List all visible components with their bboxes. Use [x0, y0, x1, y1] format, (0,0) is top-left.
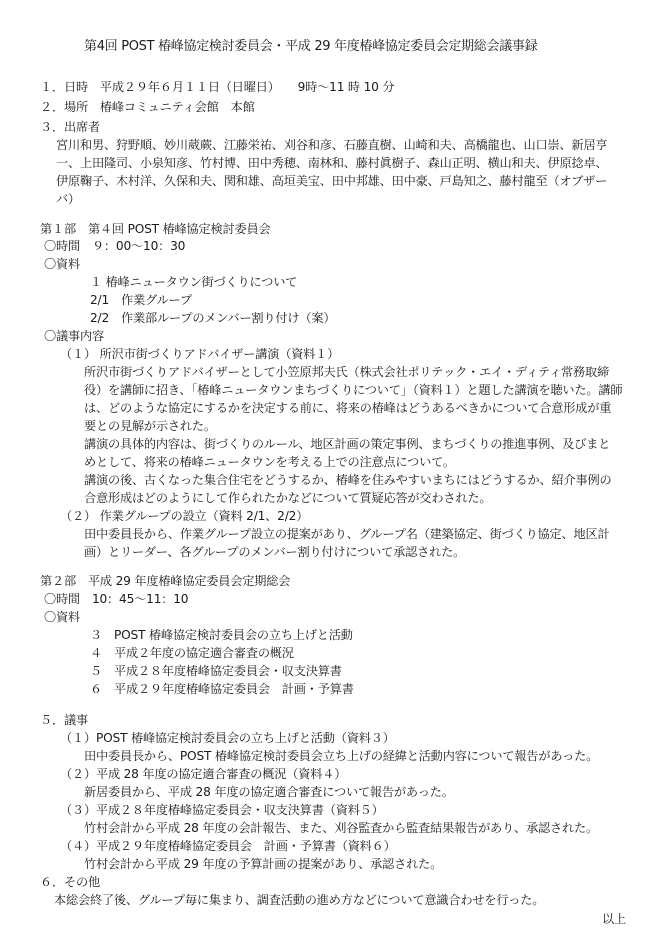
part1-time: 〇時間 ９：00～10：30	[44, 239, 186, 253]
part1-material-item: 2/2 作業部ループのメンバー割り付け（案）	[90, 311, 336, 325]
attendees-line: バ）	[56, 192, 80, 206]
part1-item1-line: は、どのような協定にするかを決定する前に、将来の椿峰はどうあるべきかについて合意形成が重	[84, 401, 612, 415]
part1-heading: 第１部 第４回 POST 椿峰協定検討委員会	[40, 222, 271, 236]
part2-material-item: ５ 平成２８年度椿峰協定委員会・収支決算書	[90, 664, 342, 678]
part2-heading: 第２部 平成 29 年度椿峰協定委員会定期総会	[40, 574, 291, 588]
part2-material-item: ４ 平成２年度の協定適合審査の概況	[90, 646, 294, 660]
part1-item1-line: めとして、将来の椿峰ニュータウンを考える上での注意点について。	[84, 455, 455, 469]
part1-item1-line: 講演の具体的内容は、街づくりのルール、地区計画の策定事例、まちづくりの推進事例、及びまと	[84, 437, 611, 451]
section5-item-heading: （１）POST 椿峰協定検討委員会の立ち上げと活動（資料３）	[60, 731, 395, 745]
closing-mark: 以上	[602, 912, 626, 926]
part2-material-item: ６ 平成２９年度椿峰協定委員会 計画・予算書	[90, 682, 354, 696]
part1-item1-line: 役）を講師に招き、「椿峰ニュータウンまちづくりについて」（資料１）と題した講演を聴いた。講師	[84, 383, 623, 397]
section5-item-text: 竹村会計から平成 28 年度の会計報告、また、刈谷監査から監査結果報告があり、承認された。	[84, 821, 598, 835]
part1-agenda-heading: 〇議事内容	[44, 329, 104, 343]
section5-heading: ５．議事	[40, 713, 88, 727]
section6-heading: ６．その他	[40, 875, 100, 889]
section5-item-text: 新居委員から、平成 28 年度の協定適合審査について報告があった。	[84, 785, 454, 799]
part1-materials-heading: 〇資料	[44, 257, 80, 271]
section5-item-heading: （２）平成 28 年度の協定適合審査の概況（資料４）	[60, 767, 347, 781]
part1-item1-line: 合意形成はどのようにして作られたかなどについて質疑応答が交わされた。	[84, 491, 492, 505]
part1-item2-line: 画）とリーダー、各グループのメンバー割り付けについて承認された。	[84, 545, 466, 559]
part1-item1-line: 講演の後、古くなった集合住宅をどうするか、椿峰を住みやすいまちにはどうするか、紹介事例の	[84, 473, 612, 487]
attendees-line: 宮川和男、狩野順、妙川葳蕨、江藤栄祐、刈谷和彦、石藤直樹、山崎和夫、高橋龍也、山口崇、新居亨	[56, 138, 608, 152]
section5-item-heading: （３）平成２８年度椿峰協定委員会・収支決算書（資料５）	[60, 803, 384, 817]
section5-item-text: 竹村会計から平成 29 年度の予算計画の提案があり、承認された。	[84, 857, 443, 871]
part1-item2-heading: （２） 作業グループの設立（資料 2/1、2/2）	[60, 509, 309, 523]
part1-item1-line: 所沢市街づくりアドバイザーとして小笠原邦夫氏（株式会社ポリテック・エイ・ディティ常務取締	[84, 365, 610, 379]
part2-materials-heading: 〇資料	[44, 610, 80, 624]
section5-item-text: 田中委員長から、POST 椿峰協定検討委員会立ち上げの経緯と活動内容について報告があった。	[84, 749, 599, 763]
attendees-line: 一、上田隆司、小泉知彦、竹村博、田中秀穂、南林和、藤村眞樹子、森山正明、横山和夫、伊原捻卓、	[56, 156, 608, 170]
place-line: ２．場所 椿峰コミュニティ会館 本館	[40, 100, 255, 114]
attendees-heading: ３．出席者	[40, 120, 100, 134]
part2-time: 〇時間 10：45～11：10	[44, 592, 189, 606]
part1-material-item: １ 椿峰ニュータウン街づくりについて	[90, 275, 298, 289]
attendees-line: 伊原鞠子、木村洋、久保和夫、関和雄、高垣美宝、田中邦雄、田中豪、戸島知之、藤村龍至（オブザー	[56, 174, 608, 188]
part1-item1-line: 要との見解が示された。	[84, 419, 216, 433]
part2-material-item: ３ POST 椿峰協定検討委員会の立ち上げと活動	[90, 628, 353, 642]
section6-text: 本総会終了後、グループ毎に集まり、調査活動の進め方などについて意識合わせを行った。	[54, 893, 545, 907]
part1-item2-line: 田中委員長から、作業グループ設立の提案があり、グループ名（建築協定、街づくり協定、地区計	[84, 527, 610, 541]
part1-material-item: 2/1 作業グループ	[90, 293, 192, 307]
part1-item1-heading: （１） 所沢市街づくりアドバイザー講演（資料１）	[60, 347, 340, 361]
document-title: 第4回 POST 椿峰協定検討委員会・平成 29 年度椿峰協定委員会定期総会議事録	[84, 39, 538, 54]
section5-item-heading: （４）平成２９年度椿峰協定委員会 計画・予算書（資料６）	[60, 839, 396, 853]
date-line: １．日時 平成２９年６月１１日（日曜日） 9時～11 時 10 分	[40, 80, 395, 94]
